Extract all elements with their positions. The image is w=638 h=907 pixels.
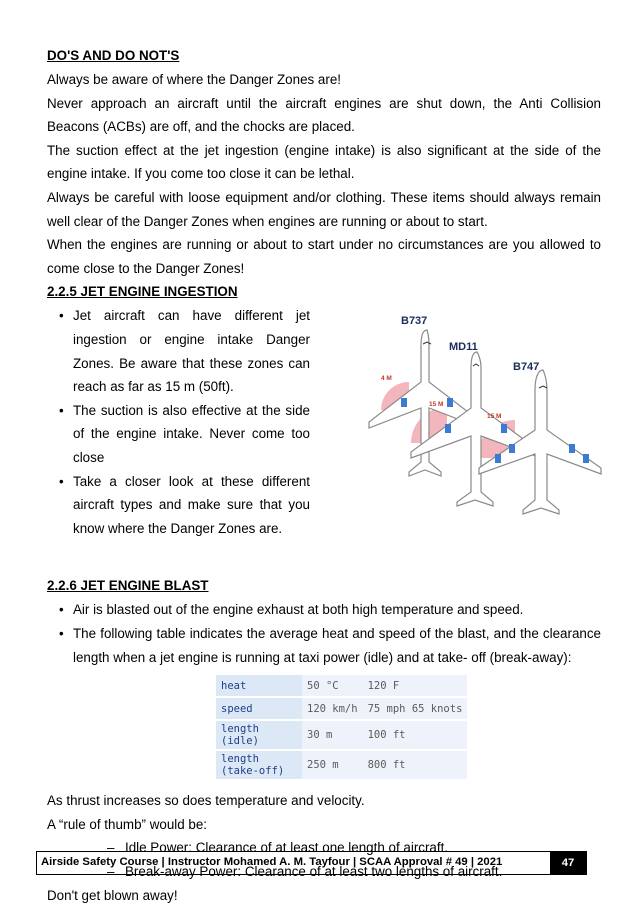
blast-table [216,675,467,781]
table-cell: 250 m [302,750,363,780]
md11-label: MD11 [449,341,478,353]
bullet-icon: • [59,399,64,423]
table-cell: 800 ft [363,750,468,780]
table-row [216,675,467,697]
zone-label-b747: 15 M [487,413,501,420]
page-content [47,44,601,907]
list-item: • The following table indicates the average heat and speed of the blast, and the clearance length when a jet engine is running at taxi power (idle) and at take- off (break-away): [47,622,601,669]
blast-heading: 2.2.6 JET ENGINE BLAST [47,574,601,598]
dash-icon: – [107,860,114,884]
list-item: • Jet aircraft can have different jet ingestion or engine intake Danger Zones. Be aware that these zones can reach as far as 15 m (50ft). [47,304,310,398]
table-row [216,750,467,780]
blast-after-2: A “rule of thumb” would be: [47,813,601,837]
table-cell: 100 ft [363,720,468,750]
bullet-icon: • [59,622,64,646]
table-cell: 120 F [363,675,468,697]
b747-label: B747 [513,361,539,373]
list-item: – Idle Power: Clearance of at least one length of aircraft. [47,836,601,860]
bullet-icon: • [59,304,64,328]
zone-label-md11: 15 M [429,401,443,408]
blast-after-1: As thrust increases so does temperature and velocity. [47,789,601,813]
dos-paragraph-2: Never approach an aircraft until the aircraft engines are shut down, the Anti Collision Beacons (ACBs) are off, and the chocks are placed. [47,92,601,139]
ingestion-bullets [47,304,310,540]
bullet-icon: • [59,470,64,494]
page-footer [36,851,587,875]
dos-heading: DO'S AND DO NOT'S [47,44,601,68]
table-cell: 50 °C [302,675,363,697]
table-key: length (take-off) [216,750,302,780]
table-key: speed [216,697,302,720]
table-cell: 120 km/h [302,697,363,720]
list-item: • Take a closer look at these different aircraft types and make sure that you know where the Danger Zones are. [47,470,310,541]
bullet-icon: • [59,598,64,622]
table-row [216,720,467,750]
ingestion-section [47,304,601,574]
page-number: 47 [550,852,586,874]
table-cell: 30 m [302,720,363,750]
dos-section [47,44,601,280]
dash-icon: – [107,836,114,860]
dos-paragraph-3: The suction effect at the jet ingestion (engine intake) is also significant at the side of the engine intake. If you come too close it can be lethal. [47,139,601,186]
ingestion-heading: 2.2.5 JET ENGINE INGESTION [47,280,601,304]
blast-bullets [47,598,601,669]
dos-paragraph-5: When the engines are running or about to start under no circumstances are you allowed to come close to the Danger Zones! [47,233,601,280]
list-item: • The suction is also effective at the side of the engine intake. Never come too close [47,399,310,470]
table-key: heat [216,675,302,697]
table-cell: 75 mph 65 knots [363,697,468,720]
list-item: • Air is blasted out of the engine exhaust at both high temperature and speed. [47,598,601,622]
footer-text: Airside Safety Course | Instructor Mohamed A. M. Tayfour | SCAA Approval # 49 | 2021 [41,856,502,868]
closing-line: Don't get blown away! [47,884,601,907]
b737-label: B737 [401,315,427,327]
dos-paragraph-4: Always be careful with loose equipment and/or clothing. These items should always remain well clear of the Danger Zones when engines are running or about to start. [47,186,601,233]
zone-label-b737: 4 M [381,375,392,382]
aircraft-danger-zone-figure [365,312,603,517]
dos-paragraph-1: Always be aware of where the Danger Zones are! [47,68,601,92]
table-row [216,697,467,720]
table-key: length (idle) [216,720,302,750]
list-item: – Break-away Power: Clearance of at least two lengths of aircraft. [47,860,601,884]
